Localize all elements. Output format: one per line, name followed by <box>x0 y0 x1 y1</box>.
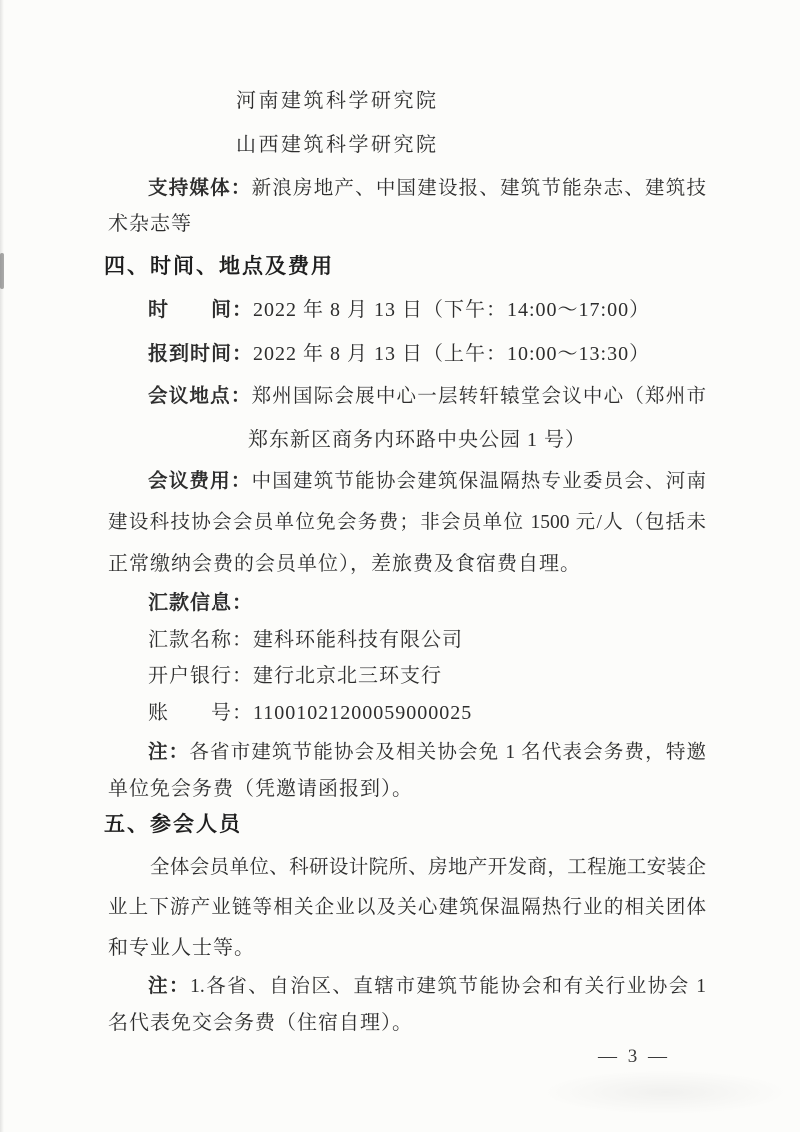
page-number: — 3 — <box>598 1046 670 1067</box>
fee-wrap-line-1: 建设科技协会会员单位免会务费；非会员单位 1500 元/人（包括未 <box>108 512 706 533</box>
section-5-note-label: 注： <box>148 976 191 997</box>
time-label: 时 间： <box>148 299 253 321</box>
time-value: 2022 年 8 月 13 日（下午：14:00～17:00） <box>253 299 651 321</box>
attendees-paragraph-line-3: 和专业人士等。 <box>108 937 255 959</box>
section-5-note-text: 1.各省、自治区、直辖市建筑节能协会和有关行业协会 1 <box>190 976 706 997</box>
time-row <box>148 297 650 323</box>
checkin-row <box>148 341 650 367</box>
fee-wrap-line-2: 正常缴纳会费的会员单位），差旅费及食宿费自理。 <box>108 553 581 575</box>
remittance-account-label: 账 号： <box>148 702 253 724</box>
venue-label: 会议地点： <box>148 386 252 407</box>
media-support-wrap-line: 术杂志等 <box>108 213 192 235</box>
organizer-line-2: 山西建筑科学研究院 <box>236 134 439 156</box>
remittance-bank-label: 开户银行： <box>148 665 253 687</box>
section-5-note-line-1 <box>148 974 706 1000</box>
fee-label: 会议费用： <box>148 471 252 492</box>
remittance-account-value: 11001021200059000025 <box>253 702 473 724</box>
checkin-label: 报到时间： <box>148 343 253 365</box>
section-4-note-text: 各省市建筑节能协会及相关协会免 1 名代表会务费，特邀 <box>189 742 706 763</box>
organizer-line-1: 河南建筑科学研究院 <box>236 90 439 112</box>
venue-row <box>148 384 706 410</box>
media-support-line <box>148 176 706 202</box>
media-support-label: 支持媒体： <box>148 178 252 199</box>
venue-text: 郑州国际会展中心一层转轩辕堂会议中心（郑州市 <box>251 386 706 407</box>
attendees-paragraph-line-2: 业上下游产业链等相关企业以及关心建筑保温隔热行业的相关团体 <box>108 897 706 918</box>
section-4-note-line-1 <box>148 740 706 766</box>
section-4-note-line-2: 单位免会务费（凭邀请函报到）。 <box>108 778 413 800</box>
section-4-note-label: 注： <box>148 742 190 763</box>
attendees-paragraph-line-1: 全体会员单位、科研设计院所、房地产开发商，工程施工安装企 <box>150 857 706 878</box>
fee-row <box>148 469 706 495</box>
remittance-name-row <box>148 627 463 653</box>
remittance-bank-row <box>148 663 442 689</box>
checkin-value: 2022 年 8 月 13 日（上午：10:00～13:30） <box>253 343 651 365</box>
scan-edge-mark-artifact <box>0 253 4 289</box>
venue-wrap-line: 郑东新区商务内环路中央公园 1 号） <box>248 429 586 451</box>
section-5-note-line-2: 名代表免交会务费（住宿自理）。 <box>108 1012 413 1034</box>
remittance-bank-value: 建行北京北三环支行 <box>253 665 442 687</box>
remittance-heading <box>148 590 253 616</box>
scan-left-edge-artifact <box>0 0 4 1132</box>
remittance-name-label: 汇款名称： <box>148 629 253 651</box>
section-5-heading: 五、参会人员 <box>104 813 242 836</box>
remittance-name-value: 建科环能科技有限公司 <box>253 629 463 651</box>
section-4-heading: 四、时间、地点及费用 <box>104 255 334 278</box>
scan-smudge-artifact <box>540 1070 790 1115</box>
remittance-heading-label: 汇款信息： <box>148 592 253 614</box>
media-support-text: 新浪房地产、中国建设报、建筑节能杂志、建筑技 <box>251 178 706 199</box>
remittance-account-row <box>148 700 472 726</box>
fee-text: 中国建筑节能协会建筑保温隔热专业委员会、河南 <box>251 471 706 492</box>
